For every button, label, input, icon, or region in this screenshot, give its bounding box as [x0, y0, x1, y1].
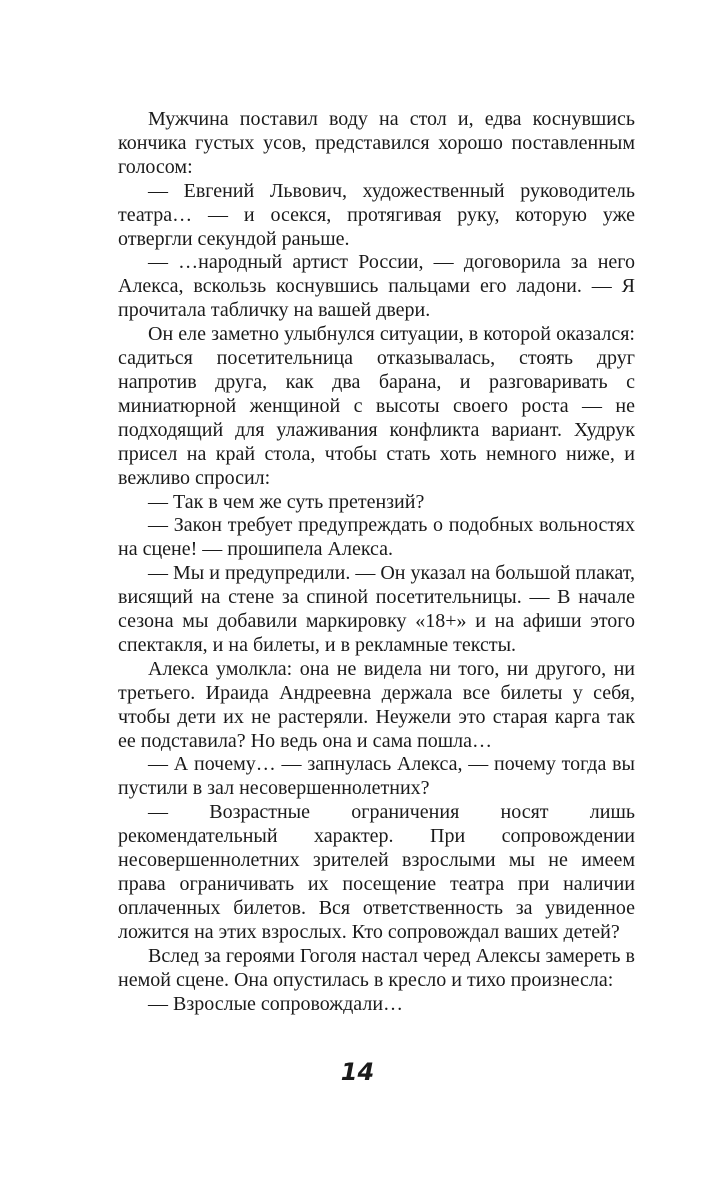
paragraph: — Взрослые сопровождали… [148, 992, 404, 1015]
paragraph: — Так в чем же суть претензий? [148, 490, 425, 513]
page-body [118, 108, 635, 1016]
paragraph: Алекса умолкла: она не видела ни того, ни другого, ни третьего. Ираида Андреевна держала все билеты у себя, чтобы дети их не растеряли. Неужели это старая карга так ее подставила? Но ведь она и сама пошла… [118, 657, 635, 752]
page-number: 14 [340, 1058, 375, 1086]
paragraph: Вслед за героями Гоголя настал черед Алексы замереть в немой сцене. Она опустилась в кресло и тихо произнесла: [118, 944, 635, 991]
paragraph: — …народный артист России, — договорила за него Алекса, вскользь коснувшись пальцами его ладони. — Я прочитала табличку на вашей двери. [118, 251, 635, 322]
paragraph: — Закон требует предупреждать о подобных вольностях на сцене! — прошипела Алекса. [118, 514, 635, 561]
paragraph: — А почему… — запнулась Алекса, — почему тогда вы пустили в зал несовершеннолетних? [118, 753, 635, 800]
paragraph: — Возрастные ограничения носят лишь рекомендательный характер. При сопровождении несовершеннолетних зрителей взрослыми мы не имеем права ограничивать их посещение театра при наличии оплаченных билетов. Вся ответственность за увиденное ложится на этих взрослых. Кто сопровождал ваших детей? [118, 801, 635, 943]
paragraph: Мужчина поставил воду на стол и, едва коснувшись кончика густых усов, представился хорошо поставленным голосом: [118, 108, 635, 178]
paragraph: — Мы и предупредили. — Он указал на большой плакат, висящий на стене за спиной посетительницы. — В начале сезона мы добавили маркировку «18+» и на афиши этого спектакля, и на билеты, и в рекламные тексты. [118, 562, 635, 656]
paragraph: — Евгений Львович, художественный руководитель театра… — и осекся, протягивая руку, которую уже отвергли секундой раньше. [118, 179, 635, 250]
paragraph: Он еле заметно улыбнулся ситуации, в которой оказался: садиться посетительница отказывалась, стоять друг напротив друга, как два барана, и разговаривать с миниатюрной женщиной с высоты своего роста — не подходящий для улаживания конфликта вариант. Худрук присел на край стола, чтобы стать хоть немного ниже, и вежливо спросил: [118, 323, 635, 489]
